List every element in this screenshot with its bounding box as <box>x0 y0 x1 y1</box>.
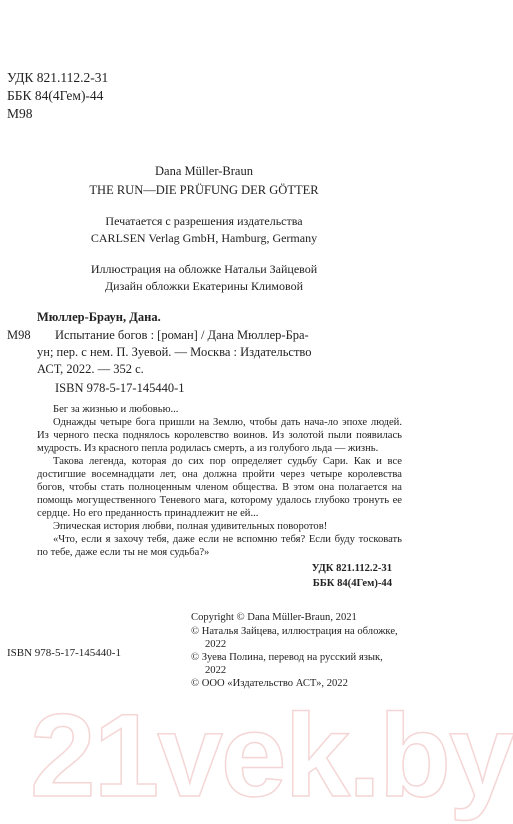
catalog-isbn: ISBN 978-5-17-145440-1 <box>55 381 185 395</box>
copyright-3: © Зуева Полина, перевод на русский язык, 2022 <box>191 652 383 676</box>
copyright-2: © Наталья Зайцева, иллюстрация на обложке, 2022 <box>191 626 398 650</box>
permission-line-1: Печатается с разрешения издательства <box>105 214 303 228</box>
annotation-p5: «Что, если я захочу тебя, даже если не вспомню тебя? Если буду тосковать по тебе, даже если ты не моя судьба?» <box>37 534 402 558</box>
design-credit: Дизайн обложки Екатерины Климовой <box>104 279 304 293</box>
author-mark: М98 <box>7 106 33 121</box>
original-title: THE RUN—DIE PRÜFUNG DER GÖTTER <box>89 183 319 197</box>
permission-line-2: CARLSEN Verlag GmbH, Hamburg, Germany <box>90 231 318 245</box>
annotation-p2: Однажды четыре бога пришли на Землю, чтобы дать нача-ло эпохе людей. Из черного песка поднялось королевство воинов. Из золотой пыли появилась мудрость. Из красного пепла родилась смерть, а из голубого льда — жизнь. <box>37 417 402 454</box>
annotation-p3: Такова легенда, которая до сих пор определяет судьбу Сари. Как и все достигшие восемнадцати лет, она должна пройти через четыре королевства богов, чтобы стать полноценным членом общества. В этом она полагается на помощь могущественного Теневого мага, которому удалось глубоко тронуть ее сердце. Но его преданность принадлежит не ей... <box>37 456 402 519</box>
annotation-p1: Бег за жизнью и любовью... <box>53 404 179 415</box>
catalog-line-1: Испытание богов : [роман] / Дана Мюллер-Бра- <box>55 328 309 342</box>
bbk-code-right: ББК 84(4Гем)-44 <box>312 578 392 589</box>
catalog-mark: М98 <box>7 328 31 342</box>
catalog-author-heading: Мюллер-Браун, Дана. <box>37 310 161 324</box>
copyright-block <box>191 611 403 690</box>
watermark-logo: 21vek.by <box>30 690 513 822</box>
original-author: Dana Müller-Braun <box>155 164 253 178</box>
footer-isbn: ISBN 978-5-17-145440-1 <box>7 647 121 659</box>
catalog-line-2: ун; пер. с нем. П. Зуевой. — Москва : Издательство <box>37 345 312 359</box>
annotation <box>37 403 402 559</box>
udk-code-right: УДК 821.112.2-31 <box>311 563 392 574</box>
annotation-p4: Эпическая история любви, полная удивительных поворотов! <box>53 521 328 532</box>
udk-code: УДК 821.112.2-31 <box>7 70 109 85</box>
illustration-credit: Иллюстрация на обложке Натальи Зайцевой <box>90 262 318 276</box>
bbk-code: ББК 84(4Гем)-44 <box>7 88 104 103</box>
copyright-1: Copyright © Dana Müller-Braun, 2021 <box>191 612 357 623</box>
catalog-line-3: АСТ, 2022. — 352 с. <box>37 362 144 376</box>
copyright-4: © ООО «Издательство АСТ», 2022 <box>191 678 348 689</box>
